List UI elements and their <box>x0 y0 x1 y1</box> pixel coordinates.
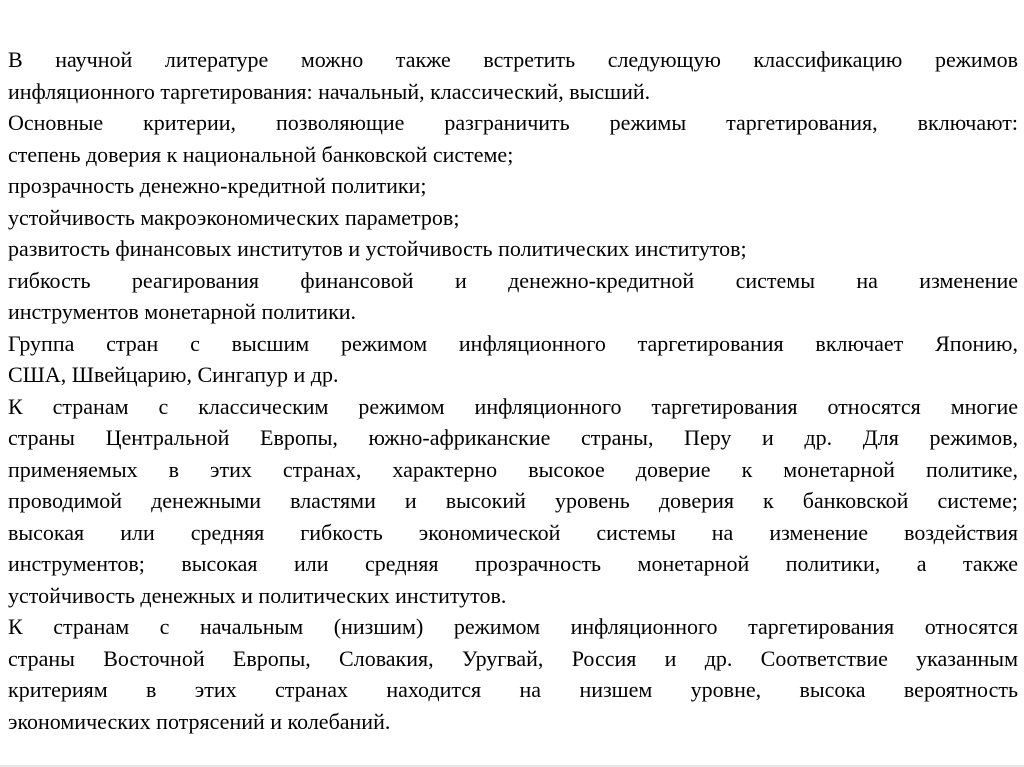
text-line: развитость финансовых институтов и устойчивость политических институтов; <box>8 236 747 261</box>
text-line: гибкость реагирования финансовой и денежно-кредитной системы на изменение <box>8 267 1018 293</box>
text-line: экономических потрясений и колебаний. <box>8 708 391 734</box>
text-line: устойчивость макроэкономических параметров; <box>8 204 460 230</box>
text-line: К странам с классическим режимом инфляционного таргетирования относятся многие <box>8 393 1018 419</box>
text-line: страны Восточной Европы, Словакия, Уругвай, Россия и др. Соответствие указанным <box>8 645 1018 671</box>
text-line: проводимой денежными властями и высокий уровень доверия к банковской системе; <box>8 488 1018 513</box>
text-line: К странам с начальным (низшим) режимом инфляционного таргетирования относятся <box>8 614 1018 639</box>
text-line: устойчивость денежных и политических институтов. <box>8 582 507 608</box>
text-line: прозрачность денежно-кредитной политики; <box>8 173 427 198</box>
text-line: Группа стран с высшим режимом инфляционного таргетирования включает Японию, <box>8 330 1018 356</box>
text-line: инфляционного таргетирования: начальный, классический, высший. <box>8 78 651 104</box>
text-line: инструментов монетарной политики. <box>8 299 357 324</box>
text-line: инструментов; высокая или средняя прозрачность монетарной политики, а также <box>8 551 1018 576</box>
text-line: страны Центральной Европы, южно-африканские страны, Перу и др. Для режимов, <box>8 425 1018 450</box>
text-line: Основные критерии, позволяющие разграничить режимы таргетирования, включают: <box>8 110 1018 135</box>
body-text <box>8 44 1018 737</box>
text-line: степень доверия к национальной банковской системе; <box>8 141 514 167</box>
text-line: применяемых в этих странах, характерно высокое доверие к монетарной политике, <box>8 456 1018 482</box>
text-line: США, Швейцарию, Сингапур и др. <box>8 362 339 387</box>
text-line: В научной литературе можно также встретить следующую классификацию режимов <box>8 47 1018 72</box>
text-line: критериям в этих странах находится на низшем уровне, высока вероятность <box>8 677 1018 702</box>
text-line: высокая или средняя гибкость экономической системы на изменение воздействия <box>8 519 1018 545</box>
